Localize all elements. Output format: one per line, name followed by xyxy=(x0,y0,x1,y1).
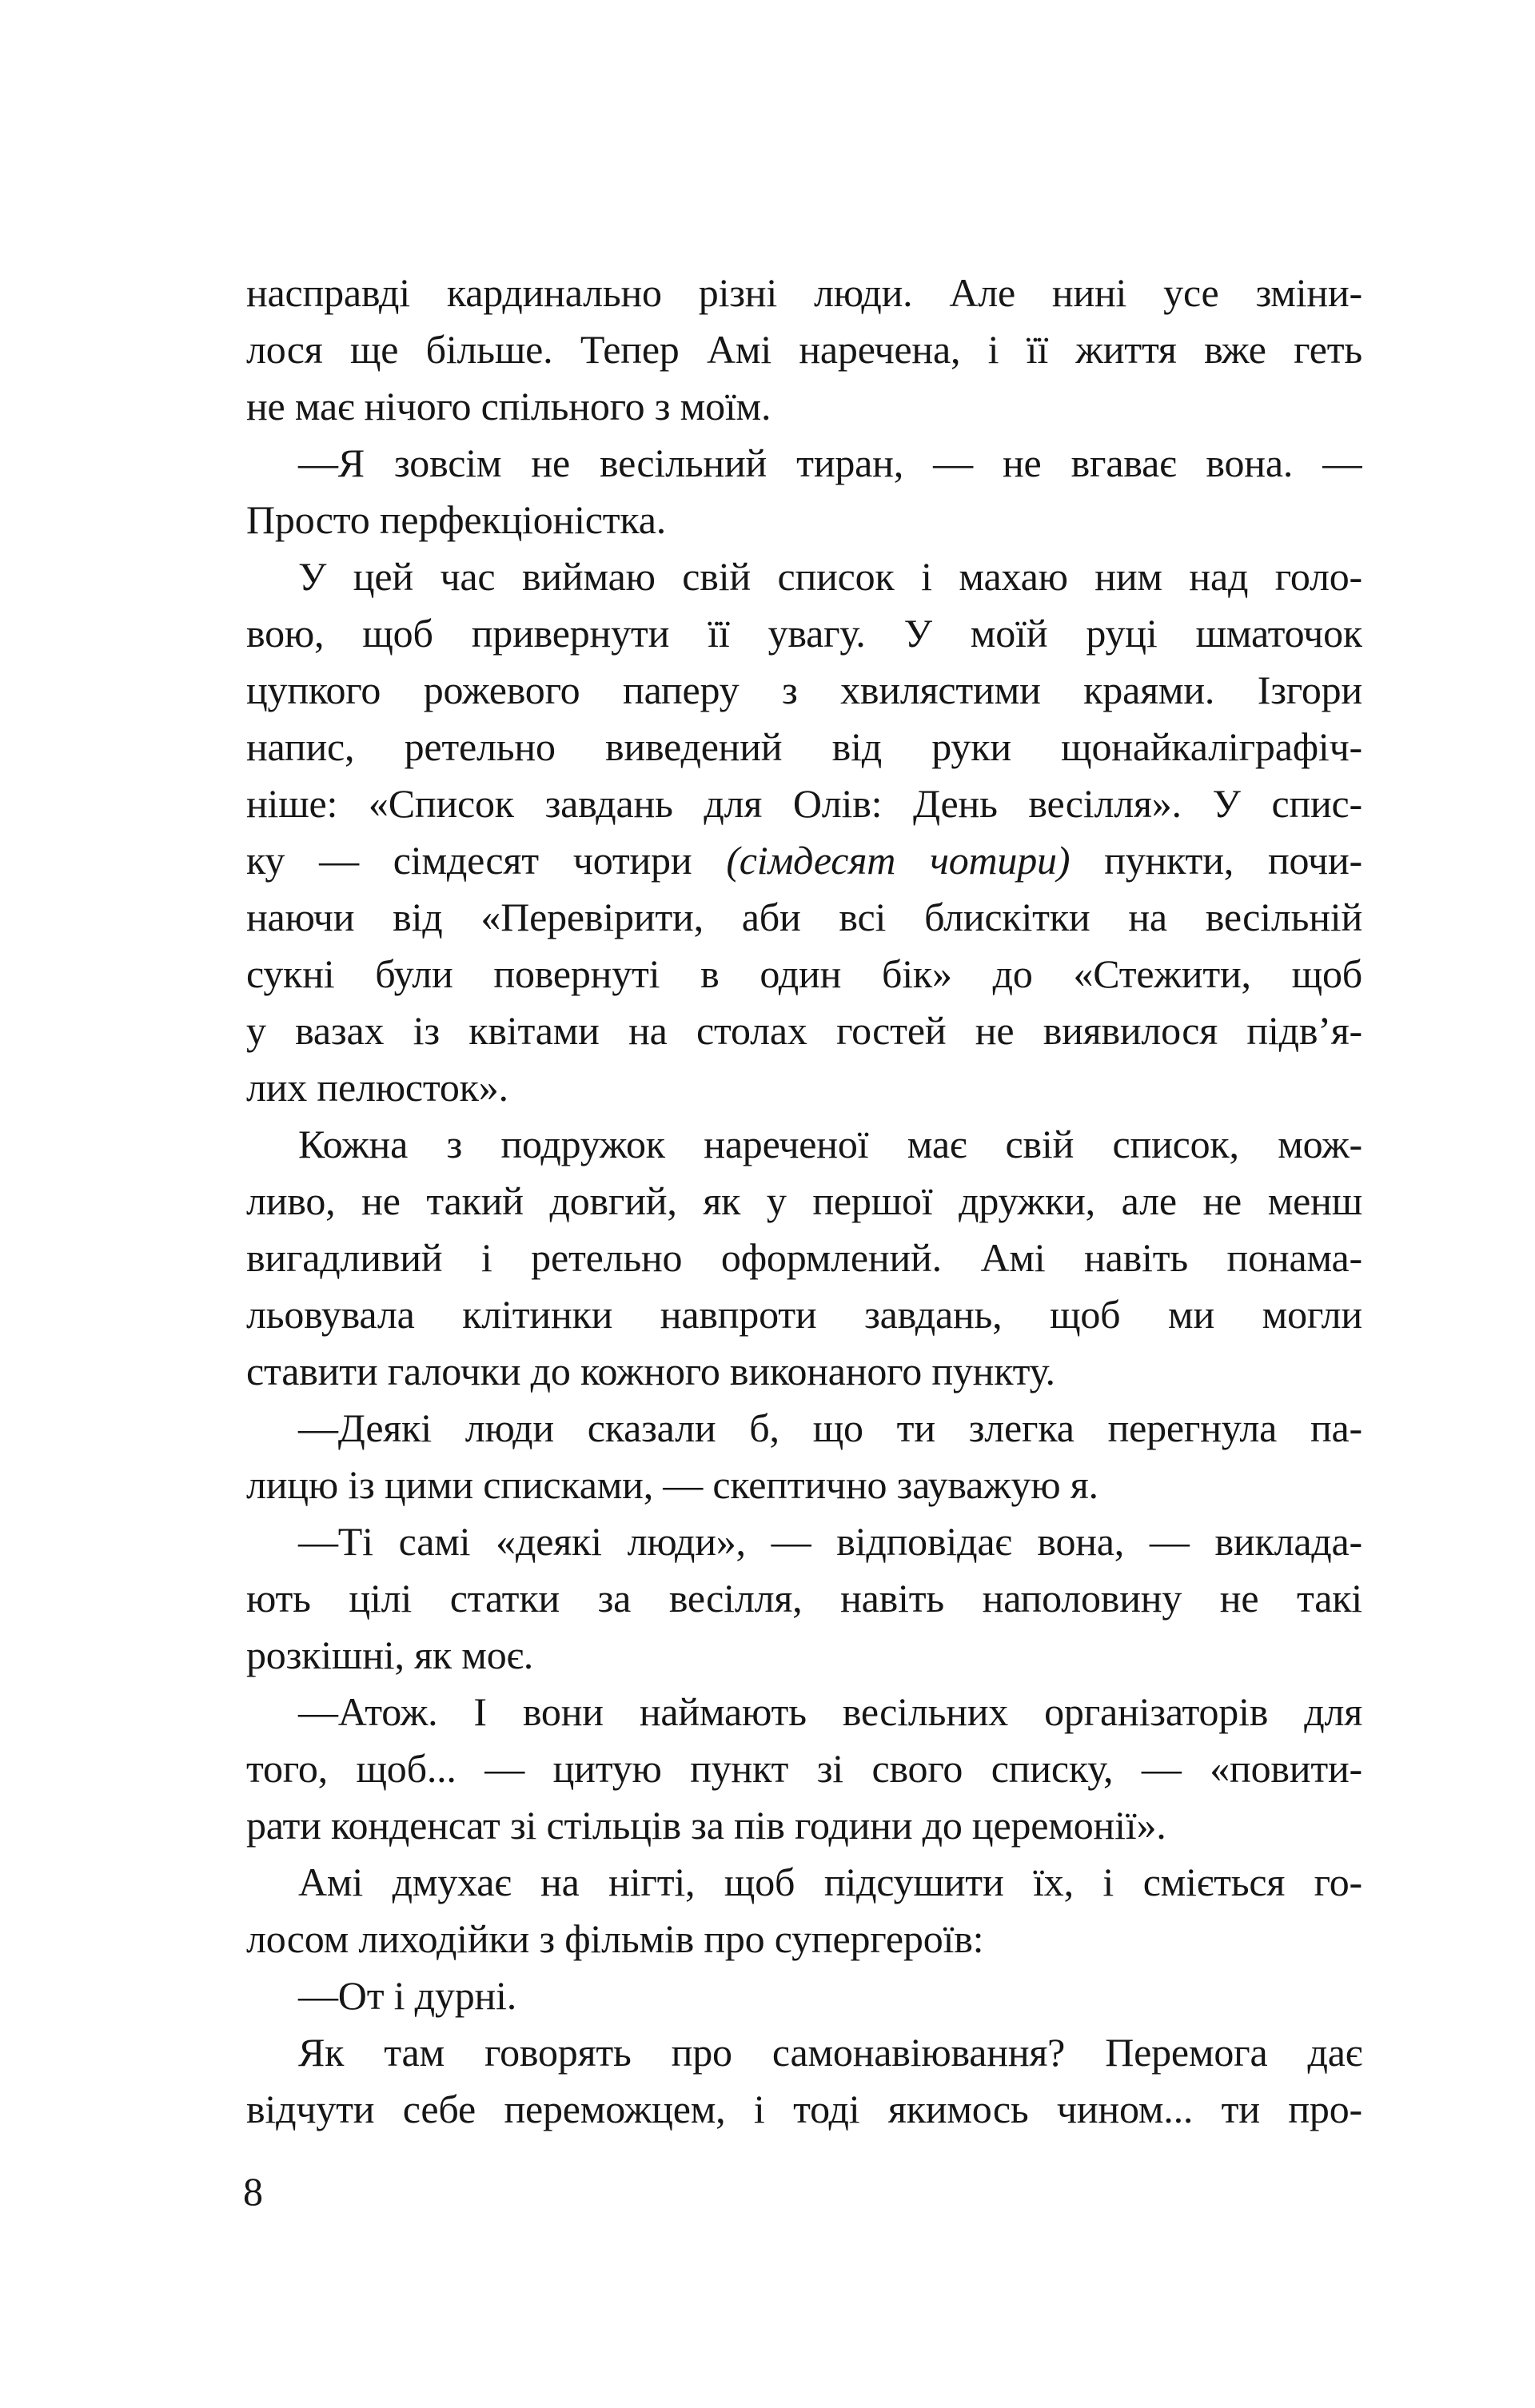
text-line xyxy=(246,1854,1362,1911)
text-line xyxy=(246,2024,1362,2081)
text-segment: того, щоб... — цитую пункт зі свого списку, — «повити- xyxy=(246,1746,1362,1791)
text-segment: наючи від «Перевірити, аби всі блискітки на весільній xyxy=(246,895,1362,939)
text-segment: не має нічого спільного з моїм. xyxy=(246,384,771,429)
text-segment: у вазах із квітами на столах гостей не виявилося підв’я- xyxy=(246,1008,1362,1053)
text-segment: —Деякі люди сказали б, що ти злегка перегнула па- xyxy=(298,1405,1362,1450)
text-segment: —От і дурні. xyxy=(298,1973,517,2018)
text-line xyxy=(246,662,1362,719)
text-line xyxy=(246,1797,1362,1854)
text-line xyxy=(246,1400,1362,1457)
text-segment: лицю із цими списками, — скептично зауважую я. xyxy=(246,1462,1098,1507)
text-segment: Як там говорять про самонавіювання? Перемога дає xyxy=(298,2030,1362,2075)
text-line xyxy=(246,1967,1362,2024)
italic-text-segment: (сімдесят чотири) xyxy=(726,838,1071,883)
text-line xyxy=(246,1173,1362,1230)
text-line xyxy=(246,946,1362,1003)
text-segment: Амі дмухає на нігті, щоб підсушити їх, і сміється го- xyxy=(298,1860,1362,1904)
text-segment: напис, ретельно виведений від руки щонайкаліграфіч- xyxy=(246,724,1362,769)
text-line xyxy=(246,1230,1362,1286)
text-line xyxy=(246,832,1362,889)
text-line xyxy=(246,1627,1362,1684)
text-segment: вою, щоб привернути її увагу. У моїй руці шматочок xyxy=(246,611,1362,656)
text-segment: насправді кардинально різні люди. Але нині усе зміни- xyxy=(246,270,1362,315)
text-segment: ставити галочки до кожного виконаного пункту. xyxy=(246,1349,1055,1393)
text-segment: У цей час виймаю свій список і махаю ним над голо- xyxy=(298,554,1362,599)
text-segment: лося ще більше. Тепер Амі наречена, і її життя вже геть xyxy=(246,327,1362,372)
text-line xyxy=(246,378,1362,435)
text-segment: —Атож. І вони наймають весільних організаторів для xyxy=(298,1689,1362,1734)
text-segment: ку — сімдесят чотири xyxy=(246,838,727,883)
text-line xyxy=(246,775,1362,832)
text-line xyxy=(246,435,1362,492)
text-segment: Кожна з подружок нареченої має свій список, мож- xyxy=(298,1122,1362,1166)
text-line xyxy=(246,719,1362,775)
text-line xyxy=(246,2081,1362,2138)
text-segment: відчути себе переможцем, і тоді якимось чином... ти про- xyxy=(246,2087,1362,2131)
text-line xyxy=(246,1740,1362,1797)
text-segment: —Ті самі «деякі люди», — відповідає вона, — виклада- xyxy=(298,1519,1362,1564)
text-line xyxy=(246,265,1362,321)
text-segment: ють цілі статки за весілля, навіть наполовину не такі xyxy=(246,1576,1362,1621)
text-segment: вигадливий і ретельно оформлений. Амі навіть понама- xyxy=(246,1235,1362,1280)
text-line xyxy=(246,1457,1362,1513)
text-line xyxy=(246,1003,1362,1059)
text-line xyxy=(246,1684,1362,1740)
text-segment: —Я зовсім не весільний тиран, — не вгаває вона. — xyxy=(298,441,1362,485)
text-line xyxy=(246,321,1362,378)
text-segment: цупкого рожевого паперу з хвилястими краями. Ізгори xyxy=(246,668,1362,712)
text-segment: рати конденсат зі стільців за пів години до церемонії». xyxy=(246,1803,1166,1848)
text-block xyxy=(246,265,1362,2138)
text-line xyxy=(246,1343,1362,1400)
text-segment: лосом лиходійки з фільмів про супергероїв: xyxy=(246,1916,984,1961)
text-segment: розкішні, як моє. xyxy=(246,1633,534,1677)
text-line xyxy=(246,1116,1362,1173)
text-line xyxy=(246,889,1362,946)
text-segment: Просто перфекціоністка. xyxy=(246,497,667,542)
text-segment: ливо, не такий довгий, як у першої дружки, але не менш xyxy=(246,1178,1362,1223)
text-segment: ніше: «Список завдань для Олів: День весілля». У спис- xyxy=(246,781,1362,826)
text-line xyxy=(246,605,1362,662)
text-line xyxy=(246,548,1362,605)
text-line xyxy=(246,1286,1362,1343)
text-line xyxy=(246,1911,1362,1967)
text-segment: пункти, почи- xyxy=(1070,838,1362,883)
text-line xyxy=(246,1059,1362,1116)
text-segment: льовувала клітинки навпроти завдань, щоб ми могли xyxy=(246,1292,1362,1337)
text-segment: лих пелюсток». xyxy=(246,1065,508,1110)
text-segment: сукні були повернуті в один бік» до «Стежити, щоб xyxy=(246,951,1362,996)
text-line xyxy=(246,1570,1362,1627)
text-line xyxy=(246,492,1362,548)
text-line xyxy=(246,1513,1362,1570)
page-number: 8 xyxy=(243,2169,263,2214)
